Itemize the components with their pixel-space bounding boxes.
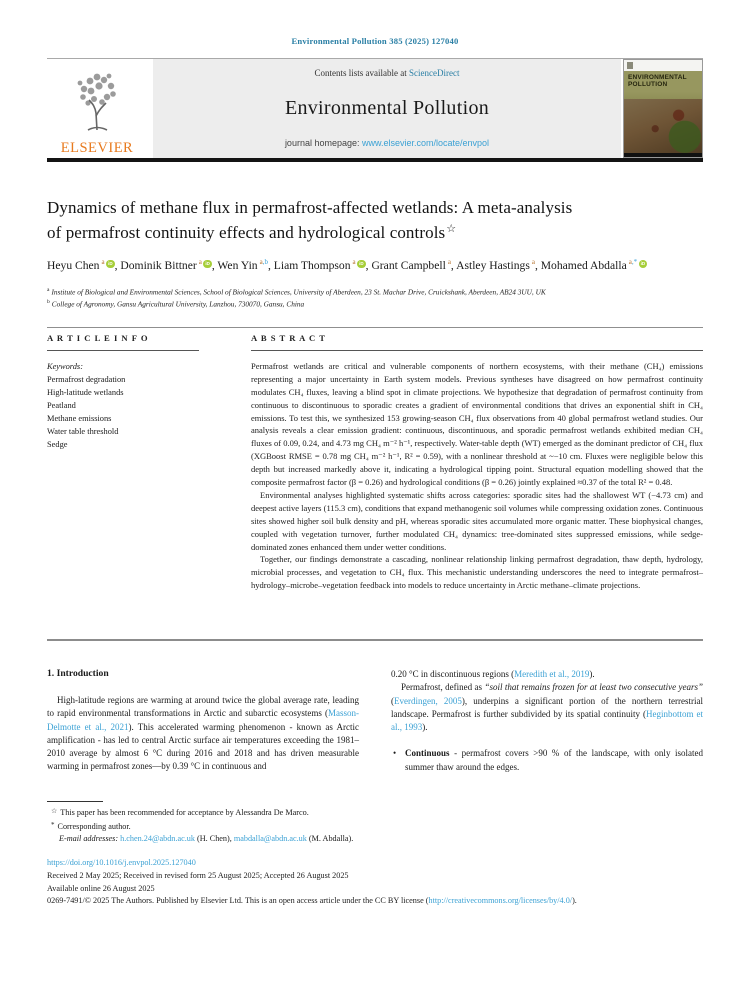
keyword: Sedge bbox=[47, 439, 68, 449]
author-name: Grant Campbell bbox=[371, 258, 446, 272]
author-affil-sup: a bbox=[447, 257, 451, 266]
author bbox=[456, 259, 535, 272]
author-separator: , bbox=[211, 258, 218, 272]
author-affil-sup: a bbox=[198, 257, 202, 266]
orcid-icon[interactable]: iD bbox=[639, 260, 648, 269]
bullet-item-continuous bbox=[391, 747, 703, 774]
journal-header bbox=[47, 59, 703, 158]
author-affil-sup: a bbox=[101, 257, 105, 266]
abstract-paragraph: Permafrost wetlands are critical and vulnerable components of northern ecosystems, with their methane (CH₄) emissions representing a major uncertainty in Earth system models. Previous syntheses have disagreed on how permafrost continuity modulates CH₄ fluxes, leaving a blind spot in climate projections. We hypothesize that degradation of permafrost continuity from continuous to discontinuous to sporadic creates a gradient of environmental conditions that drives an exponential shift in CH₄ emissions. To test this, we synthesized 153 growing-season CH₄ flux observations from 40 global permafrost wetland studies. Our analysis reveals a clear emission gradient: continuous, discontinuous, and sporadic permafrost wetlands exhibited median CH₄ fluxes of 0.09, 0.24, and 4.73 mg CH₄ m⁻² h⁻¹, respectively. Water-table depth (WT) emerged as the dominant predictor of CH₄ flux (XGBoost RMSE = 0.78 mg CH₄ m⁻² h⁻¹, R² = 0.59), with a nonlinear threshold at ~−10 cm. Fluxes were negligible below this depth but increased markedly above it, indicating a hydrological tipping point. Structural equation modelling showed that the composite permafrost factor (β = 0.26) and hydrological conditions (β = 0.26) jointly explained ≈0.37 of the total R² = 0.48. bbox=[251, 360, 703, 488]
affiliation-sup: a bbox=[47, 286, 50, 293]
cover-elsevier-mark-icon bbox=[627, 62, 633, 69]
author bbox=[120, 259, 211, 272]
footnote-text: Corresponding author. bbox=[57, 821, 131, 831]
keyword: Methane emissions bbox=[47, 413, 112, 423]
cover-subtitle-strip bbox=[624, 91, 702, 99]
contents-prefix: Contents lists available at bbox=[314, 68, 409, 78]
main-text bbox=[47, 668, 703, 774]
bullet-icon: • bbox=[393, 748, 397, 759]
author-name: Heyu Chen bbox=[47, 258, 100, 272]
elsevier-wordmark: ELSEVIER bbox=[60, 139, 134, 156]
contents-lists-line bbox=[315, 68, 460, 78]
article-info-abstract-block bbox=[47, 333, 703, 629]
main-text-left-column bbox=[47, 668, 375, 774]
affiliation-sup: b bbox=[47, 299, 50, 306]
doi-link[interactable]: https://doi.org/10.1016/j.envpol.2025.127040 bbox=[47, 858, 196, 868]
keywords-label: Keywords: bbox=[47, 361, 83, 371]
journal-homepage-link[interactable]: www.elsevier.com/locate/envpol bbox=[362, 138, 490, 148]
copyright-line: 0269-7491/© 2025 The Authors. Published by Elsevier Ltd. This is an open access article under the CC BY license (http://creativecommons.org/licenses/by/4.0/). bbox=[47, 896, 577, 906]
bullet-text: Continuous - permafrost covers >90 % of the landscape, with only isolated summer thaw around the edges. bbox=[405, 748, 703, 772]
footnote-text: This paper has been recommended for acceptance by Alessandra De Marco. bbox=[60, 808, 309, 818]
orcid-icon[interactable]: iD bbox=[203, 260, 212, 269]
footnotes bbox=[47, 806, 703, 846]
abstract-column bbox=[225, 333, 703, 629]
affiliation-text: College of Agronomy, Gansu Agricultural University, Lanzhou, 730070, Gansu, China bbox=[51, 299, 305, 309]
orcid-icon[interactable]: iD bbox=[106, 260, 115, 269]
author bbox=[47, 259, 115, 272]
author bbox=[541, 259, 647, 272]
cover-top-strip bbox=[624, 60, 702, 71]
author-separator: , bbox=[450, 258, 457, 272]
abstract-paragraph: Environmental analyses highlighted systematic shifts across categories: sporadic sites had the shallowest WT (−4.73 cm) and deepest active layers (115.3 cm), conditions that expand methanogenic soil volumes while compressing oxidation zones. Continuous sites showed higher soil bulk density and pH, whereas sporadic sites accumulated more organic matter. These biophysical changes, coupled with vegetation turnover, further modulated CH₄ dynamics: tree-dominated sites suppressed emissions, while sedge-dominated zones enhanced them under wetter conditions. bbox=[251, 489, 703, 552]
header-bottom-rule bbox=[47, 158, 703, 162]
author bbox=[274, 259, 366, 272]
article-info-column bbox=[47, 333, 225, 629]
author-separator: , bbox=[267, 258, 274, 272]
affiliation-a bbox=[47, 286, 703, 298]
author-name: Wen Yin bbox=[217, 258, 258, 272]
affiliation-text: Institute of Biological and Environmental Sciences, School of Biological Sciences, University of Aberdeen, 23 St. Machar Drive, Cruickshank, Aberdeen, AB24 3UU, UK bbox=[51, 287, 546, 297]
author-affil-sup: a bbox=[259, 257, 263, 266]
meta-top-rule bbox=[47, 327, 703, 328]
intro-paragraph: High-latitude regions are warming at around twice the global average rate, leading to rapid environmental transformations in Arctic and subarctic ecosystems (Masson-Delmotte et al., 2021). This accelerated warming phenomenon - known as Arctic amplification - has led to central Arctic surface air temperatures exceeding the 1981–2010 average by almost 6 °C during 2016 and 2018 and has driven measurable warming in permafrost zones—by 0.39 °C in continuous and bbox=[47, 694, 359, 772]
running-head-citation: Environmental Pollution 385 (2025) 127040 bbox=[291, 36, 459, 46]
elsevier-logo[interactable] bbox=[47, 59, 153, 158]
intro-paragraph: 0.20 °C in discontinuous regions (Meredith et al., 2019). bbox=[391, 668, 595, 679]
author-separator: , bbox=[114, 258, 121, 272]
author-affil-sup-extra: ,b bbox=[262, 257, 268, 266]
cover-bottom-bar bbox=[624, 153, 702, 157]
journal-title: Environmental Pollution bbox=[284, 96, 490, 119]
cover-title-line1: ENVIRONMENTAL bbox=[628, 74, 687, 81]
author-name: Liam Thompson bbox=[273, 258, 351, 272]
journal-cover-thumbnail[interactable] bbox=[623, 59, 703, 158]
sciencedirect-link[interactable]: ScienceDirect bbox=[409, 68, 460, 78]
section-heading-introduction: 1. Introduction bbox=[47, 667, 109, 679]
author-affil-sup-extra: ,* bbox=[631, 257, 638, 266]
footnote-corresponding-author bbox=[47, 820, 703, 834]
abstract-heading: A B S T R A C T bbox=[251, 332, 326, 343]
footnote-emails[interactable]: E-mail addresses: h.chen.24@abdn.ac.uk (H. Chen), mabdalla@abdn.ac.uk (M. Abdalla). bbox=[59, 834, 354, 844]
author-separator: , bbox=[534, 258, 541, 272]
abstract-rule bbox=[251, 350, 703, 351]
cover-photo bbox=[624, 99, 702, 153]
intro-paragraph: Permafrost, defined as “soil that remains frozen for at least two consecutive years” (Everdingen, 2005), underpins a significant portion of the northern terrestrial landscape. Permafrost is further subdivided by its spatial continuity (Heginbottom et al., 1993). bbox=[391, 682, 704, 733]
article-title bbox=[47, 195, 703, 246]
abstract-paragraph: Together, our findings demonstrate a cascading, nonlinear relationship linking permafrost degradation, thaw depth, hydrology, microbial processes, and vegetation to CH₄ flux. This mechanistic understanding underscores the need to integrate permafrost–hydrology–microbe–vegetation feedback into models to reduce uncertainty in Arctic methane–climate projections. bbox=[251, 554, 703, 591]
journal-homepage-line bbox=[285, 138, 489, 148]
footnote-divider bbox=[47, 801, 103, 802]
article-title-line1: Dynamics of methane flux in permafrost-affected wetlands: A meta-analysis bbox=[47, 197, 573, 217]
author-affil-sup: a bbox=[352, 257, 356, 266]
author bbox=[217, 259, 268, 272]
keyword: High-latitude wetlands bbox=[47, 387, 124, 397]
article-title-line2-text: of permafrost continuity effects and hydrological controls bbox=[47, 223, 446, 242]
received-dates: Received 2 May 2025; Received in revised form 25 August 2025; Accepted 26 August 2025 bbox=[47, 870, 349, 880]
journal-masthead bbox=[153, 59, 621, 158]
footnote-asterisk-icon: * bbox=[51, 820, 55, 829]
author-separator: , bbox=[365, 258, 372, 272]
author-list bbox=[47, 256, 667, 275]
affiliation-b bbox=[47, 298, 703, 310]
orcid-icon[interactable]: iD bbox=[357, 260, 366, 269]
article-info-heading: A R T I C L E I N F O bbox=[47, 332, 149, 343]
author-affil-sup: a bbox=[531, 257, 535, 266]
keyword: Permafrost degradation bbox=[47, 374, 126, 384]
available-online: Available online 26 August 2025 bbox=[47, 883, 155, 893]
affiliations bbox=[47, 286, 703, 311]
homepage-prefix: journal homepage: bbox=[284, 138, 362, 148]
author-affil-sup: a bbox=[628, 257, 632, 266]
cover-title bbox=[624, 71, 702, 91]
footnote-recommendation bbox=[47, 806, 703, 820]
article-footer bbox=[47, 857, 703, 908]
article-title-line2 bbox=[47, 220, 703, 246]
author-name: Dominik Bittner bbox=[120, 258, 197, 272]
article-info-rule bbox=[47, 350, 199, 351]
keyword: Peatland bbox=[47, 400, 76, 410]
author-name: Mohamed Abdalla bbox=[540, 258, 627, 272]
abstract-bottom-rule bbox=[47, 639, 703, 641]
cover-title-line2: POLLUTION bbox=[628, 81, 668, 89]
author bbox=[371, 259, 450, 272]
keyword: Water table threshold bbox=[47, 426, 119, 436]
author-name: Astley Hastings bbox=[456, 258, 530, 272]
footnote-star-icon: ☆ bbox=[51, 807, 58, 816]
elsevier-tree-icon bbox=[66, 61, 128, 141]
main-text-right-column bbox=[375, 668, 703, 774]
title-footnote-star: ☆ bbox=[446, 223, 457, 235]
